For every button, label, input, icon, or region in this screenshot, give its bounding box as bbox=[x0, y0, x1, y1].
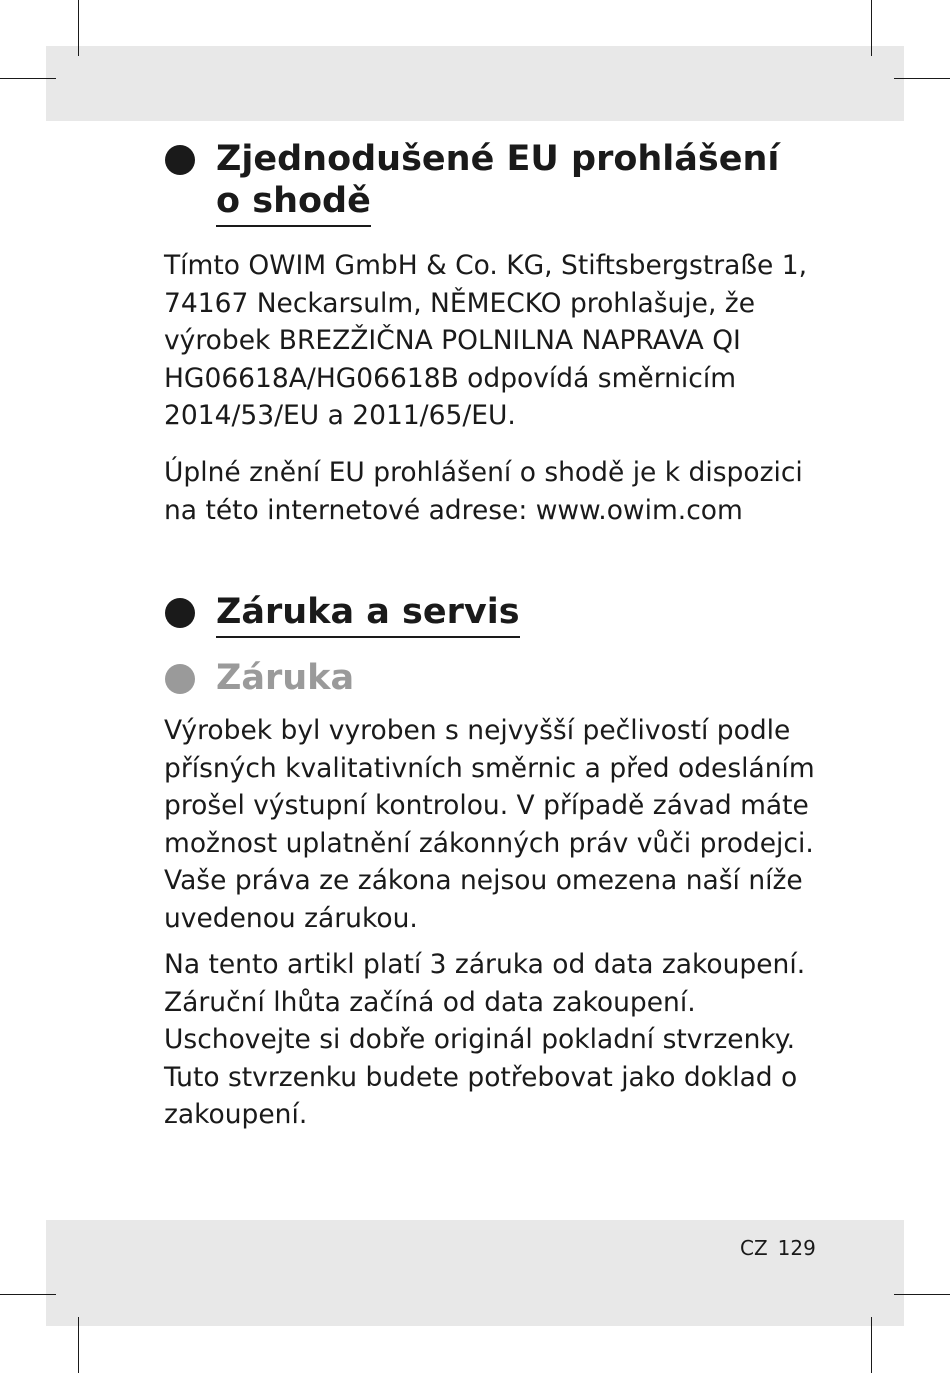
page-footer bbox=[740, 1236, 826, 1260]
text-line: na této internetové adrese: www.owim.com bbox=[164, 494, 743, 526]
text-line: uvedenou zárukou. bbox=[164, 902, 418, 934]
declaration-link-paragraph bbox=[164, 454, 844, 529]
text-line: 2014/53/EU a 2011/65/EU. bbox=[164, 400, 516, 431]
header-band bbox=[46, 46, 904, 121]
warranty-paragraph bbox=[164, 712, 844, 937]
declaration-paragraph bbox=[164, 247, 844, 435]
crop-mark bbox=[78, 0, 79, 56]
section-heading-warranty bbox=[216, 657, 354, 699]
text-line: zakoupení. bbox=[164, 1099, 308, 1130]
crop-mark bbox=[871, 0, 872, 56]
text-line: Záruční lhůta začíná od data zakoupení. bbox=[164, 986, 696, 1018]
heading-text: Záruka bbox=[216, 658, 355, 698]
text-line: Tuto stvrzenku budete potřebovat jako doklad o bbox=[164, 1061, 798, 1093]
section-heading-warranty-service bbox=[216, 591, 520, 638]
crop-mark bbox=[894, 78, 950, 79]
bullet-icon bbox=[165, 145, 195, 175]
crop-mark bbox=[894, 1294, 950, 1295]
text-line: prošel výstupní kontrolou. V případě závad máte bbox=[164, 790, 809, 821]
crop-mark bbox=[0, 1294, 56, 1295]
text-line: Uschovejte si dobře originál pokladní stvrzenky. bbox=[164, 1024, 796, 1055]
warranty-period-paragraph bbox=[164, 946, 844, 1134]
text-line: Na tento artikl platí 3 záruka od data zakoupení. bbox=[164, 949, 806, 980]
text-line: možnost uplatnění zákonných práv vůči prodejci. bbox=[164, 827, 814, 859]
section-heading-eu-declaration bbox=[216, 138, 779, 227]
heading-line: Zjednodušené EU prohlášení bbox=[216, 139, 780, 179]
text-line: přísných kvalitativních směrnic a před odesláním bbox=[164, 752, 815, 784]
text-line: výrobek BREZŽIČNA POLNILNA NAPRAVA QI bbox=[164, 325, 741, 356]
text-line: Tímto OWIM GmbH & Co. KG, Stiftsbergstraße 1, bbox=[164, 250, 808, 281]
text-line: Úplné znění EU prohlášení o shodě je k dispozici bbox=[164, 457, 803, 488]
bullet-icon bbox=[165, 664, 195, 694]
text-line: Výrobek byl vyroben s nejvyšší pečlivostí podle bbox=[164, 715, 791, 746]
crop-mark bbox=[871, 1317, 872, 1373]
crop-mark bbox=[78, 1317, 79, 1373]
page-number: 129 bbox=[777, 1236, 816, 1260]
crop-mark bbox=[0, 78, 56, 79]
text-line: Vaše práva ze zákona nejsou omezena naší níže bbox=[164, 865, 803, 896]
bullet-icon bbox=[165, 598, 195, 628]
heading-text: Záruka a servis bbox=[216, 591, 520, 638]
language-code: CZ bbox=[740, 1236, 768, 1260]
heading-line: o shodě bbox=[216, 180, 371, 227]
text-line: HG06618A/HG06618B odpovídá směrnicím bbox=[164, 362, 737, 394]
text-line: 74167 Neckarsulm, NĚMECKO prohlašuje, že bbox=[164, 287, 756, 319]
